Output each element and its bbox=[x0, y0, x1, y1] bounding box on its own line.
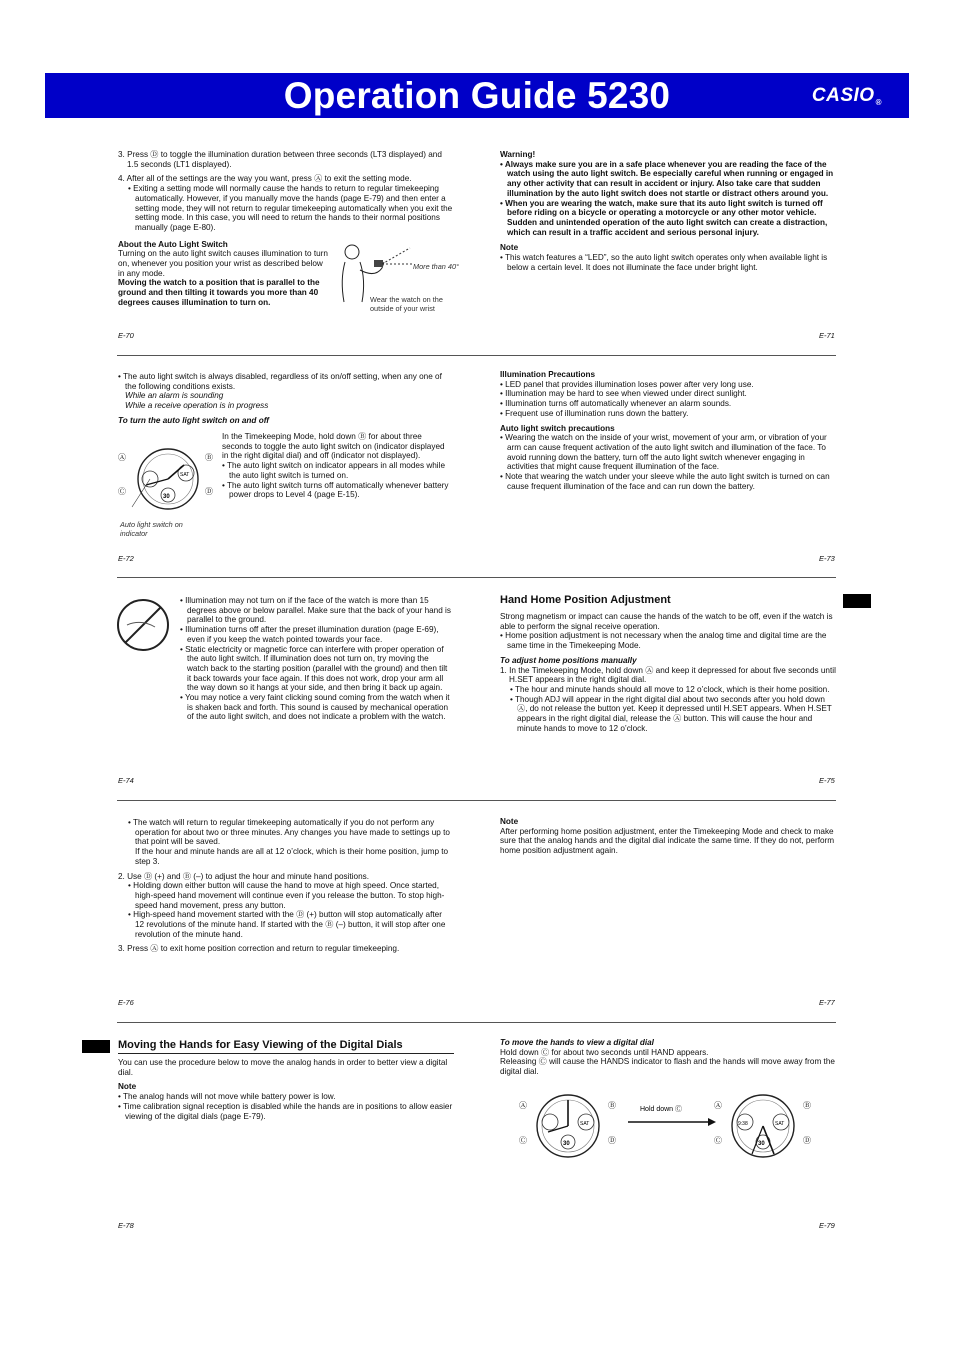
page-e73 bbox=[500, 370, 836, 491]
bullet: • Wearing the watch on the inside of your wrist, movement of your arm, or vibration of your arm can cause frequent activation of the auto light switch and illumination of the face. To avoid running down the battery, turn off the auto light switch whenever engaging in activities that might cause frequent illumination of the face. bbox=[500, 433, 836, 472]
fig-more-than-caption: More than 40° bbox=[413, 262, 459, 271]
bullet: • Home position adjustment is not necessary when the analog time and digital time are the same time in the Timekeeping Mode. bbox=[500, 631, 836, 650]
sub-bullet: • Holding down either button will cause the hand to move at high speed. Once started, high-speed hand movement will continue even if you release the button. To stop high-speed hand movement, press any button. bbox=[118, 881, 453, 910]
divider bbox=[117, 577, 836, 578]
note-heading: Note bbox=[118, 1082, 137, 1092]
bullet: • Time calibration signal reception is disabled while the hands are in positions to allow easier viewing of the digital dials (page E-79). bbox=[118, 1102, 453, 1121]
page-e79 bbox=[500, 1038, 836, 1077]
sub-bullet: • The hour and minute hands should all move to 12 o’clock, which is their home position. bbox=[500, 685, 836, 695]
page-title: Operation Guide 5230 bbox=[283, 75, 671, 116]
page-number: E-75 bbox=[819, 776, 835, 785]
watch-time: 9:38 bbox=[738, 1121, 748, 1127]
about-text: Turning on the auto light switch causes illumination to turn on, whenever you position your wrist as described below in any mode. bbox=[118, 249, 328, 278]
bullet: • Illumination turns off after the preset illumination duration (page E-69), even if you keep the watch pointed towards your face. bbox=[180, 625, 452, 644]
bullet: • Note that wearing the watch under your sleeve while the auto light switch is turned on can cause frequent illumination of the face and can run down the battery. bbox=[500, 472, 836, 491]
indicator-caption: Auto light switch on indicator bbox=[120, 520, 183, 538]
section-title: Moving the Hands for Easy Viewing of the Digital Dials bbox=[118, 1039, 403, 1051]
button-a-label: Ⓐ bbox=[519, 1101, 527, 1110]
sub-bullet: • Though ADJ will appear in the right digital dial about two seconds after you hold down Ⓐ, do not release the button yet. Keep it depressed until H.SET appears. When H.SET appears in the right digital dial, release the Ⓐ button. This will cause the hour and minute hands to move to 12 o’clock. bbox=[500, 695, 836, 734]
procedure-text: Releasing Ⓒ will cause the HANDS indicator to flash and the hands will move away from the digital dial. bbox=[500, 1057, 835, 1077]
note-text: After performing home position adjustment, enter the Timekeeping Mode and check to make sure that the analog hands and the digital dial indicate the same time. If they do not, perform home position adjustment again. bbox=[500, 826, 835, 856]
button-c-label: Ⓒ bbox=[519, 1136, 527, 1145]
button-d-label: Ⓓ bbox=[803, 1136, 811, 1145]
bullet: • The analog hands will not move while battery power is low. bbox=[118, 1092, 453, 1102]
warning-item: • Always make sure you are in a safe place whenever you are reading the face of the watch using the auto light switch. Be especially careful when running or engaged in any other activity that can result in accident or injury. Also take care that sudden illumination by the auto light switch does not startle or distract others around you. bbox=[500, 160, 836, 199]
page-number: E-79 bbox=[819, 1221, 835, 1230]
warning-item: • When you are wearing the watch, make sure that its auto light switch is turned off before riding on a bicycle or operating a motorcycle or any other motor vehicle. Sudden and unintended operation of the auto light switch can create a distraction, which can result in a traffic accident and serious personal injury. bbox=[500, 199, 836, 238]
about-bold: Moving the watch to a position that is parallel to the ground and then tilting it towards you more than 40 degrees causes illumination to turn on. bbox=[118, 278, 320, 307]
procedure-heading: To turn the auto light switch on and off bbox=[118, 415, 269, 425]
intro: You can use the procedure below to move the analog hands in order to better view a digital dial. bbox=[118, 1058, 448, 1077]
note-heading: Note bbox=[500, 817, 519, 826]
step-3: 3. Press Ⓐ to exit home position correction and return to regular timekeeping. bbox=[118, 944, 400, 954]
fig-wear-caption: Wear the watch on the outside of your wrist bbox=[370, 295, 443, 313]
warning-heading: Warning! bbox=[500, 150, 536, 159]
step-4-note: • Exiting a setting mode will normally cause the hands to return to regular timekeeping automatically. However, if you manually move the hands (page E-79) and then enter a setting mode, they will not return to regular timekeeping automatically when you exit the setting mode. In this case, you will need to return the hands to their normal positions manually (page E-80). bbox=[118, 184, 453, 233]
arrow-label: Hold down Ⓒ bbox=[640, 1106, 683, 1113]
page-e74 bbox=[180, 596, 452, 722]
bullet: • You may notice a very faint clicking sound coming from the watch when it is shaken back and forth. This sound is caused by mechanical operation of the auto light switch, and does not indicate a problem with the watch. bbox=[180, 693, 452, 722]
condition: While an alarm is sounding bbox=[125, 391, 224, 401]
bullet: • Static electricity or magnetic force can interfere with proper operation of the auto light switch. If illumination does not turn on, try moving the watch back to the starting position (parallel with the ground) and then tilt it back towards your face again. If this does not work, drop your arm all the way down so it hangs at your side, and then bring it back up again. bbox=[180, 645, 452, 694]
watch-date: 30 bbox=[758, 1141, 765, 1147]
sub-bullet: • The auto light switch turns off automatically whenever battery power drops to Level 4 (page E-15). bbox=[222, 481, 452, 500]
button-d-label: Ⓓ bbox=[205, 487, 213, 496]
section-title-moving-hands bbox=[118, 1039, 454, 1054]
section-tab bbox=[843, 594, 871, 608]
step-3: 3. Press Ⓓ to toggle the illumination duration between three seconds (LT3 displayed) and 1.5 seconds (LT1 displayed). bbox=[118, 150, 442, 169]
page-number: E-78 bbox=[118, 1221, 134, 1230]
page-e75 bbox=[500, 612, 836, 733]
bullet: • LED panel that provides illumination loses power after very long use. bbox=[500, 380, 836, 390]
section-tab bbox=[82, 1040, 110, 1053]
page-e76 bbox=[118, 818, 453, 954]
hands-move-illustration bbox=[518, 1090, 818, 1165]
sub-bullet: • High-speed hand movement started with the Ⓓ (+) button will stop automatically after 12 revolutions of the minute hand. If started with the Ⓑ (–) button, it will stop after one revolution of the minute hand. bbox=[118, 910, 453, 939]
bullet: • The watch will return to regular timekeeping automatically if you do not perform any operation for about two or three minutes. Any changes you have made to settings up to that point will be saved. bbox=[118, 818, 453, 847]
button-c-label: Ⓒ bbox=[714, 1136, 722, 1145]
section-title: Hand Home Position Adjustment bbox=[500, 594, 671, 606]
watch-day: SAT bbox=[580, 1121, 590, 1127]
page-number: E-71 bbox=[819, 331, 835, 340]
bullet-continued: If the hour and minute hands are all at 12 o’clock, which is their home position, jump to step 3. bbox=[135, 847, 449, 866]
button-a-label: Ⓐ bbox=[118, 453, 126, 462]
note-item: • This watch features a “LED”, so the auto light switch operates only when available light is below a certain level. It does not illuminate the face under bright light. bbox=[500, 253, 836, 272]
procedure-text: In the Timekeeping Mode, hold down Ⓑ for about three seconds to toggle the auto light switch on (indicator displayed in the right digital dial) and off (indicator not displayed). bbox=[222, 432, 445, 461]
page-number: E-76 bbox=[118, 998, 134, 1007]
step-4: 4. After all of the settings are the way you want, press Ⓐ to exit the setting mode. bbox=[118, 174, 412, 184]
illumination-heading: Illumination Precautions bbox=[500, 370, 596, 379]
watch-date: 30 bbox=[563, 1141, 570, 1147]
button-b-label: Ⓑ bbox=[205, 453, 213, 462]
condition: While a receive operation is in progress bbox=[125, 401, 269, 411]
step-2: 2. Use Ⓓ (+) and Ⓑ (–) to adjust the hour and minute hand positions. bbox=[118, 871, 369, 881]
bullet: • Frequent use of illumination runs down the battery. bbox=[500, 409, 836, 419]
page-e71 bbox=[500, 150, 836, 272]
button-d-label: Ⓓ bbox=[608, 1136, 616, 1145]
note-heading: Note bbox=[500, 243, 519, 253]
page-number: E-72 bbox=[118, 554, 134, 563]
prohibited-angle-icon bbox=[115, 597, 171, 653]
watch-day: SAT bbox=[180, 472, 190, 478]
divider bbox=[117, 800, 836, 801]
divider bbox=[117, 1022, 836, 1023]
step-1: 1. In the Timekeeping Mode, hold down Ⓐ and keep it depressed for about five seconds until H.SET appears in the right digital dial. bbox=[500, 665, 836, 685]
sub-bullet: • The auto light switch on indicator appears in all modes while the auto light switch is turned on. bbox=[222, 461, 452, 480]
button-a-label: Ⓐ bbox=[714, 1101, 722, 1110]
button-b-label: Ⓑ bbox=[608, 1101, 616, 1110]
section-title-hand-home bbox=[500, 594, 836, 607]
page-e78 bbox=[118, 1058, 453, 1121]
intro: Strong magnetism or impact can cause the hands of the watch to be off, even if the watch is able to perform the signal receive operation. bbox=[500, 612, 833, 631]
bullet: • The auto light switch is always disabled, regardless of its on/off setting, when any one of the following conditions exists. bbox=[118, 372, 453, 391]
watch-face-illustration bbox=[116, 445, 216, 515]
page-number: E-74 bbox=[118, 776, 134, 785]
bullet: • Illumination turns off automatically whenever an alarm sounds. bbox=[500, 399, 836, 409]
watch-day: SAT bbox=[775, 1121, 785, 1127]
about-heading: About the Auto Light Switch bbox=[118, 239, 228, 249]
page-e72 bbox=[118, 372, 453, 426]
title-banner bbox=[45, 73, 909, 118]
divider bbox=[117, 355, 836, 356]
page-number: E-70 bbox=[118, 331, 134, 340]
button-c-label: Ⓒ bbox=[118, 487, 126, 496]
procedure-heading: To move the hands to view a digital dial bbox=[500, 1038, 654, 1047]
page-e72-procedure bbox=[222, 432, 452, 500]
procedure-heading: To adjust home positions manually bbox=[500, 655, 637, 665]
casio-logo: CASIO® bbox=[811, 85, 882, 107]
watch-date: 30 bbox=[163, 494, 170, 500]
button-b-label: Ⓑ bbox=[803, 1101, 811, 1110]
bullet: • Illumination may be hard to see when viewed under direct sunlight. bbox=[500, 389, 836, 399]
bullet: • Illumination may not turn on if the face of the watch is more than 15 degrees above or below parallel. Make sure that the back of your hand is parallel to the ground. bbox=[180, 596, 452, 625]
page-number: E-73 bbox=[819, 554, 835, 563]
page-number: E-77 bbox=[819, 998, 835, 1007]
procedure-text: Hold down Ⓒ for about two seconds until HAND appears. bbox=[500, 1047, 709, 1057]
precautions-heading: Auto light switch precautions bbox=[500, 423, 615, 433]
page-e77 bbox=[500, 817, 836, 856]
